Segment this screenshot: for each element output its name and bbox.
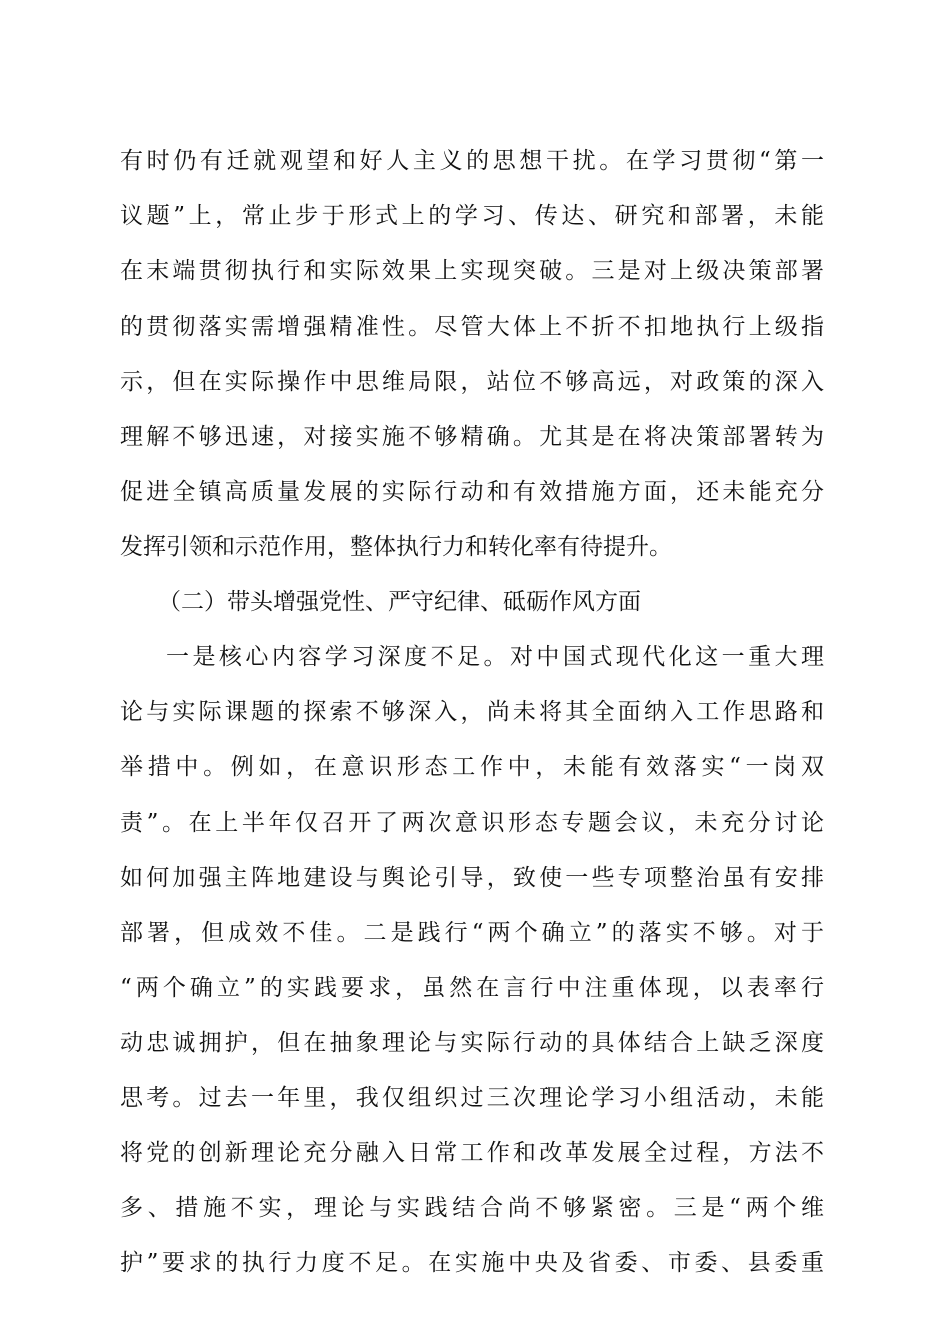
- paragraph-line: 促进全镇高质量发展的实际行动和有效措施方面，还未能充分: [120, 479, 824, 505]
- paragraph-line: 多、措施不实，理论与实践结合尚不够紧密。三是“两个维: [120, 1195, 824, 1221]
- paragraph-line: 议题”上，常止步于形式上的学习、传达、研究和部署，未能: [120, 203, 824, 229]
- paragraph-line: 的贯彻落实需增强精准性。尽管大体上不折不扣地执行上级指: [120, 314, 824, 340]
- paragraph-line: 论与实际课题的探索不够深入，尚未将其全面纳入工作思路和: [120, 699, 824, 725]
- paragraph-line: 发挥引领和示范作用，整体执行力和转化率有待提升。: [120, 534, 672, 560]
- paragraph-line: 在末端贯彻执行和实际效果上实现突破。三是对上级决策部署: [120, 258, 824, 284]
- paragraph-line: 理解不够迅速，对接实施不够精确。尤其是在将决策部署转为: [120, 424, 824, 450]
- paragraph-line: 如何加强主阵地建设与舆论引导，致使一些专项整治虽有安排: [120, 865, 824, 891]
- paragraph-line: 一是核心内容学习深度不足。对中国式现代化这一重大理: [166, 644, 824, 670]
- paragraph-line: 举措中。例如，在意识形态工作中，未能有效落实“一岗双: [120, 754, 824, 780]
- paragraph-line: 将党的创新理论充分融入日常工作和改革发展全过程，方法不: [120, 1140, 824, 1166]
- paragraph-line: 思考。过去一年里，我仅组织过三次理论学习小组活动，未能: [120, 1085, 824, 1111]
- paragraph-line: 动忠诚拥护，但在抽象理论与实际行动的具体结合上缺乏深度: [120, 1030, 824, 1056]
- paragraph-line: 有时仍有迁就观望和好人主义的思想干扰。在学习贯彻“第一: [120, 148, 824, 174]
- paragraph-line: 示，但在实际操作中思维局限，站位不够高远，对政策的深入: [120, 369, 824, 395]
- paragraph-line: 责”。在上半年仅召开了两次意识形态专题会议，未充分讨论: [120, 810, 824, 836]
- paragraph-line: “两个确立”的实践要求，虽然在言行中注重体现，以表率行: [120, 975, 824, 1001]
- paragraph-line: 护”要求的执行力度不足。在实施中央及省委、市委、县委重: [120, 1250, 824, 1276]
- section-heading: （二）带头增强党性、严守纪律、砥砺作风方面: [158, 589, 641, 615]
- paragraph-line: 部署，但成效不佳。二是践行“两个确立”的落实不够。对于: [120, 920, 824, 946]
